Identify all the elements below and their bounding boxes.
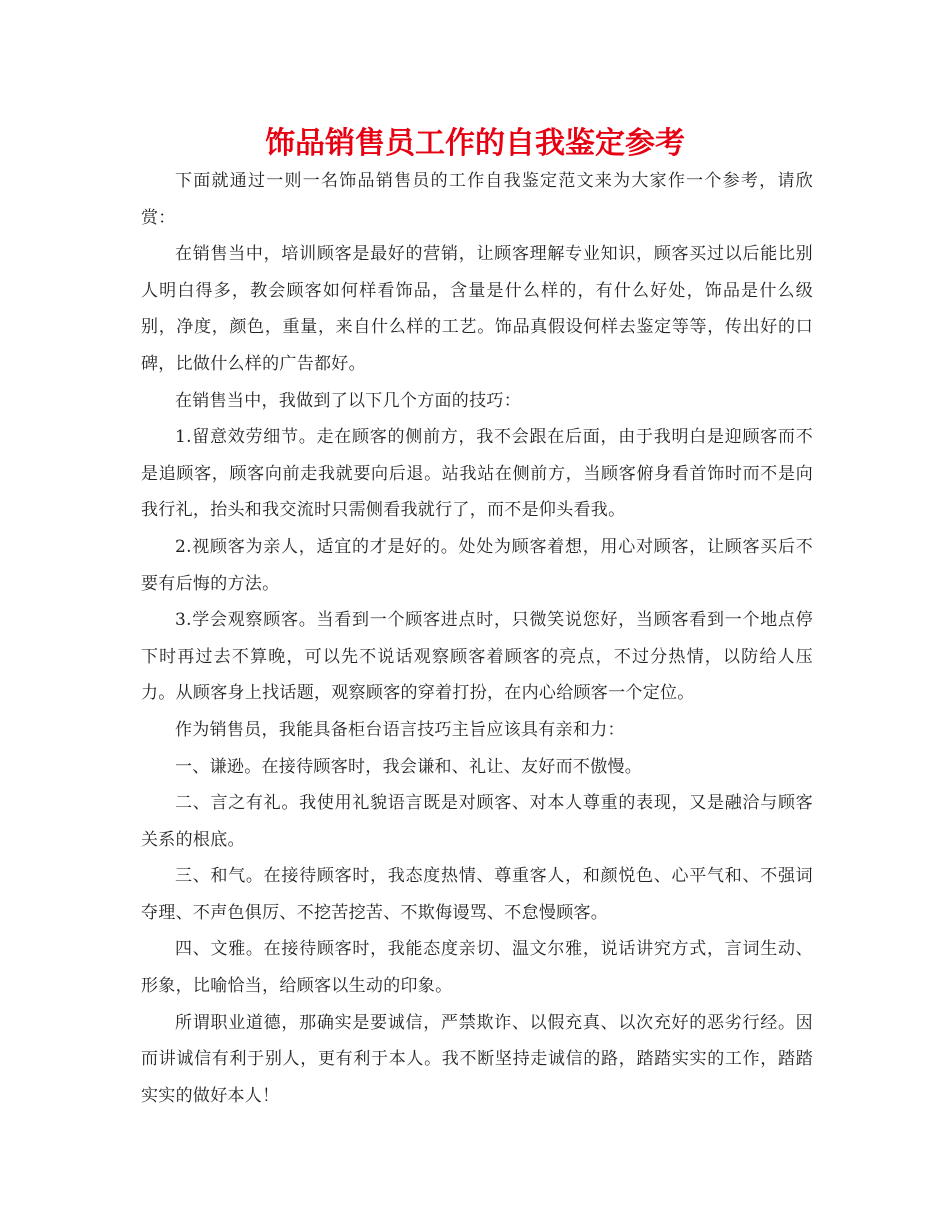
paragraph-conclusion: 所谓职业道德，那确实是要诚信，严禁欺诈、以假充真、以次充好的恶劣行经。因而讲诚信有利于别人，更有利于本人。我不断坚持走诚信的路，踏踏实实的工作，踏踏实实的做好本人！ bbox=[141, 1012, 813, 1106]
paragraph-point-2: 二、言之有礼。我使用礼貌语言既是对顾客、对本人尊重的表现，又是融洽与顾客关系的根底。 bbox=[141, 793, 813, 850]
document-title: 饰品销售员工作的自我鉴定参考 bbox=[265, 126, 685, 161]
paragraph-language-skills: 作为销售员，我能具备柜台语言技巧主旨应该具有亲和力： bbox=[175, 719, 625, 740]
paragraph-point-4: 四、文雅。在接待顾客时，我能态度亲切、温文尔雅，说话讲究方式，言词生动、形象，比喻恰当，给顾客以生动的印象。 bbox=[141, 939, 813, 997]
paragraph-skills-heading: 在销售当中，我做到了以下几个方面的技巧： bbox=[175, 390, 521, 411]
paragraph-skill-3: 3.学会观察顾客。当看到一个顾客进点时，只微笑说您好，当顾客看到一个地点停下时再过去不算晚，可以先不说话观察顾客着顾客的亮点，不过分热情，以防给人压力。从顾客身上找话题，观察顾客的穿着打扮，在内心给顾客一个定位。 bbox=[141, 610, 813, 704]
paragraph-point-3: 三、和气。在接待顾客时，我态度热情、尊重客人，和颜悦色、心平气和、不强词夺理、不声色俱厉、不挖苦挖苦、不欺侮谩骂、不怠慢顾客。 bbox=[141, 866, 813, 923]
paragraph-training-customers: 在销售当中，培训顾客是最好的营销，让顾客理解专业知识，顾客买过以后能比别人明白得多，教会顾客如何样看饰品，含量是什么样的，有什么好处，饰品是什么级别，净度，颜色，重量，来自什么样的工艺。饰品真假设何样去鉴定等等，传出好的口碑，比做什么样的广告都好。 bbox=[141, 244, 813, 374]
paragraph-point-1: 一、谦逊。在接待顾客时，我会谦和、礼让、友好而不傲慢。 bbox=[175, 756, 643, 777]
paragraph-skill-1: 1.留意效劳细节。走在顾客的侧前方，我不会跟在后面，由于我明白是迎顾客而不是追顾客，顾客向前走我就要向后退。站我站在侧前方，当顾客俯身看首饰时而不是向我行礼，抬头和我交流时只需侧看我就行了，而不是仰头看我。 bbox=[141, 427, 813, 521]
paragraph-skill-2: 2.视顾客为亲人，适宜的才是好的。处处为顾客着想，用心对顾客，让顾客买后不要有后悔的方法。 bbox=[141, 536, 813, 594]
paragraph-intro: 下面就通过一则一名饰品销售员的工作自我鉴定范文来为大家作一个参考，请欣赏： bbox=[141, 171, 813, 228]
document-body bbox=[141, 163, 813, 1114]
